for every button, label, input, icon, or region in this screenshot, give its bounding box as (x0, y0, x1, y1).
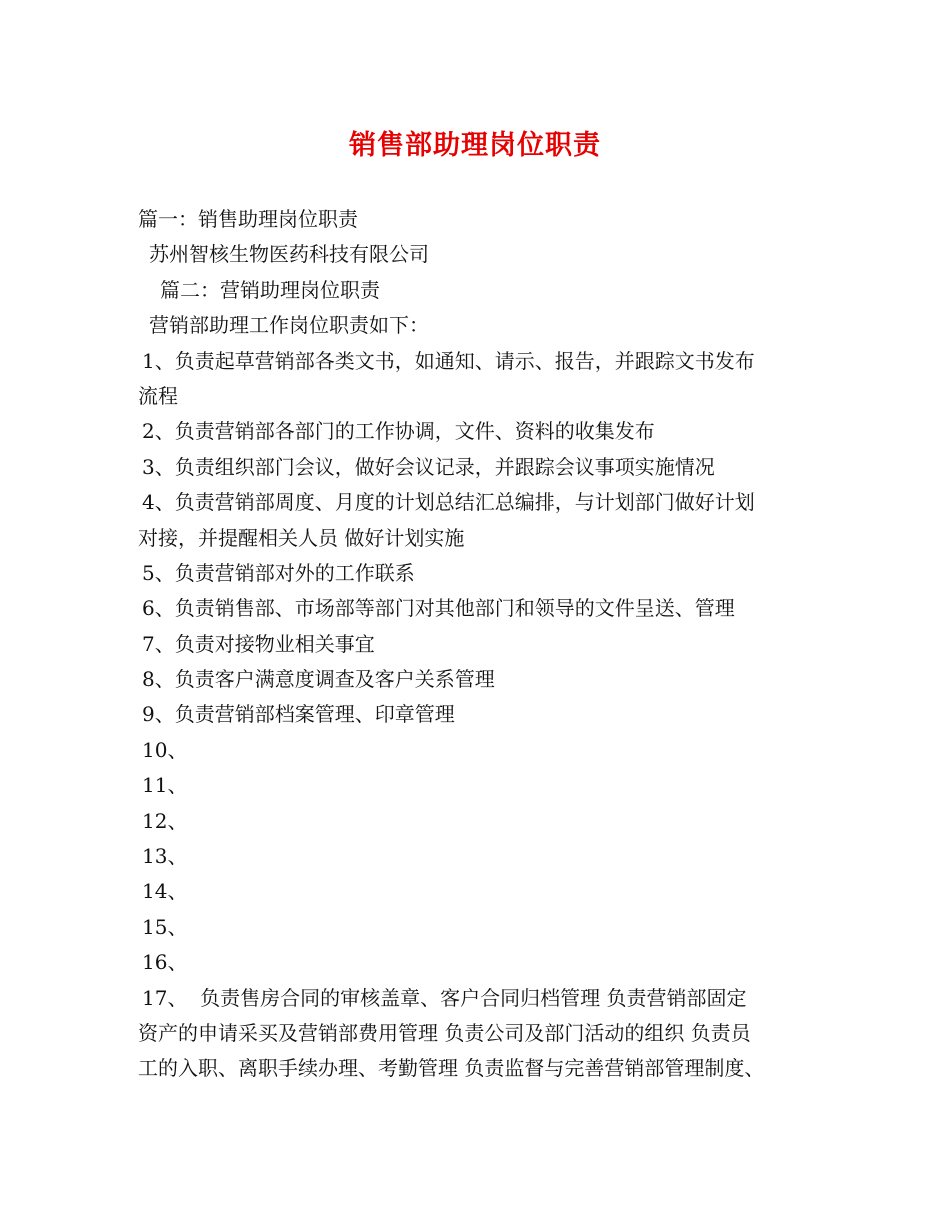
body-line-9: 4、负责营销部周度、月度的计划总结汇总编排，与计划部门做好计划 (142, 490, 755, 515)
body-line-3: 篇二：营销助理岗位职责 (160, 277, 380, 302)
body-line-22: 16、 (142, 950, 188, 975)
body-line-5: 1、负责起草营销部各类文书，如通知、请示、报告，并跟踪文书发布 (142, 348, 755, 373)
body-line-24: 资产的申请采买及营销部费用管理 负责公司及部门活动的组织 负责员 (138, 1020, 751, 1045)
body-line-10: 对接，并提醒相关人员 做好计划实施 (138, 525, 465, 550)
body-line-23: 17、 负责售房合同的审核盖章、客户合同归档管理 负责营销部固定 (142, 985, 747, 1010)
document-title: 销售部助理岗位职责 (349, 130, 601, 161)
body-line-13: 7、负责对接物业相关事宜 (142, 631, 375, 656)
body-line-12: 6、负责销售部、市场部等部门对其他部门和领导的文件呈送、管理 (142, 596, 735, 621)
body-line-20: 14、 (142, 879, 188, 904)
document-body (138, 202, 828, 1087)
body-line-15: 9、负责营销部档案管理、印章管理 (142, 702, 455, 727)
body-line-25: 工的入职、离职手续办理、考勤管理 负责监督与完善营销部管理制度、 (138, 1056, 765, 1081)
body-line-18: 12、 (142, 808, 188, 833)
body-line-4: 营销部助理工作岗位职责如下： (149, 313, 429, 338)
body-line-7: 2、负责营销部各部门的工作协调，文件、资料的收集发布 (142, 419, 655, 444)
body-line-6: 流程 (138, 383, 178, 408)
body-line-14: 8、负责客户满意度调查及客户关系管理 (142, 667, 495, 692)
body-line-21: 15、 (142, 914, 188, 939)
body-line-1: 篇一：销售助理岗位职责 (138, 207, 358, 231)
body-line-8: 3、负责组织部门会议，做好会议记录，并跟踪会议事项实施情况 (142, 454, 715, 479)
body-line-11: 5、负责营销部对外的工作联系 (142, 560, 415, 585)
body-line-17: 11、 (142, 773, 188, 798)
body-line-2: 苏州智核生物医药科技有限公司 (149, 242, 429, 267)
body-line-19: 13、 (142, 844, 188, 869)
body-line-16: 10、 (142, 737, 188, 762)
